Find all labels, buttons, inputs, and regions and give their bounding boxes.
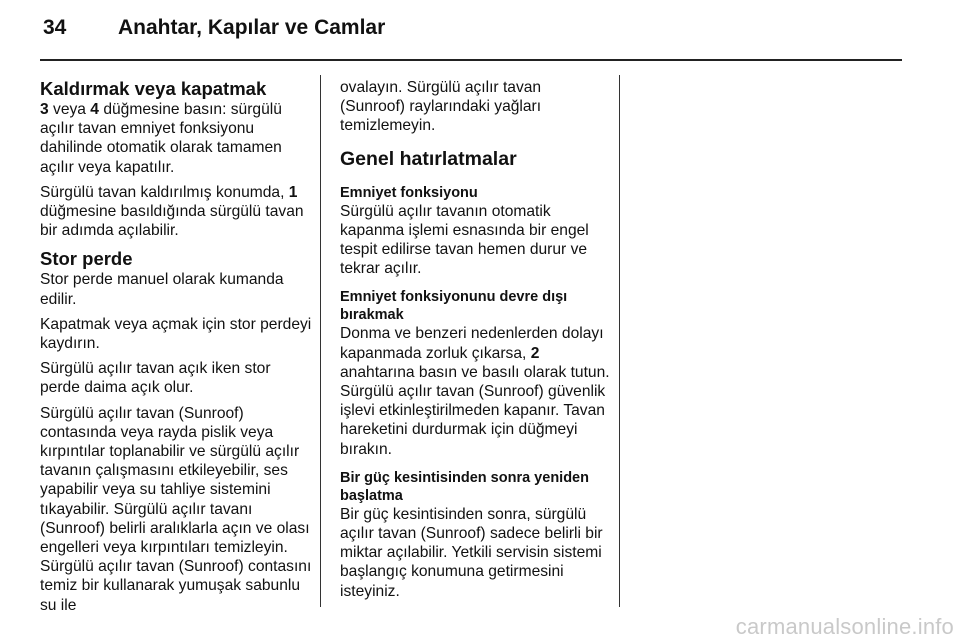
paragraph-devre-disi <box>340 324 610 458</box>
button-number-1: 1 <box>288 183 298 201</box>
paragraph-emniyet: Sürgülü açılır tavanın otomatik kapanma işlemi esnasında bir engel tespit edilirse tavan hemen durur ve tekrar açılır. <box>340 202 589 278</box>
middle-column <box>340 78 610 607</box>
text-fragment: düğmesine basın: sürgülü açılır tavan emniyet fonksiyonu dahilinde otomatik olarak tamamen açılır veya kapatılır. <box>40 101 282 176</box>
paragraph-sunroof-temizlik: Sürgülü açılır tavan (Sunroof) contasında veya rayda pislik veya kırpıntılar toplanabilir ve sürgülü açılır tavanın çalışmasını etkileyebilir, ses yapabilir veya su tahliye sistemini tıkayabilir. Sürgülü açılır tavanı (Sunroof) belirli aralıklarla açın ve olası engelleri veya kırpıntıları temizleyin. Sürgülü açılır tavan (Sunroof) contasını temiz bir kullanarak yumuşak sabunlu su ile <box>40 404 312 614</box>
paragraph-stor-acik: Sürgülü açılır tavan açık iken stor perde daima açık olur. <box>40 360 271 397</box>
paragraph-guc-kesintisi: Bir güç kesintisinden sonra, sürgülü açılır tavan (Sunroof) sadece belirli bir miktar açılabilir. Yetkili servisin sistemi başlangıç konumuna getirmesini isteyiniz. <box>340 505 603 600</box>
page-header <box>43 16 913 50</box>
heading-genel-hatirlatmalar: Genel hatırlatmalar <box>340 147 517 170</box>
heading-stor-perde: Stor perde <box>40 248 133 270</box>
paragraph-buttons-3-4 <box>40 100 312 177</box>
subheading-emniyet-fonksiyonu: Emniyet fonksiyonu <box>340 184 478 201</box>
text-fragment: Sürgülü tavan kaldırılmış konumda, <box>40 183 289 201</box>
watermark: carmanualsonline.info <box>735 614 954 639</box>
paragraph-continued: ovalayın. Sürgülü açılır tavan (Sunroof) raylarındaki yağları temizlemeyin. <box>340 79 542 135</box>
paragraph-button-1 <box>40 183 312 241</box>
left-column <box>40 78 312 621</box>
button-number-4: 4 <box>90 101 99 118</box>
paragraph-stor-kaydir: Kapatmak veya açmak için stor perdeyi kaydırın. <box>40 315 312 353</box>
subheading-guc-kesintisi: Bir güç kesintisinden sonra yeniden başlatma <box>340 469 589 504</box>
chapter-title: Anahtar, Kapılar ve Camlar <box>118 16 386 39</box>
button-number-3: 3 <box>40 101 49 118</box>
text-fragment: anahtarına basın ve basılı olarak tutun. Sürgülü açılır tavan (Sunroof) güvenlik işlevi etkinleştirilmeden kapanır. Tavan hareketini durdurmak için düğmeyi bırakın. <box>340 363 610 458</box>
text-fragment: düğmesine basıldığında sürgülü tavan bir adımda açılabilir. <box>40 203 304 240</box>
header-rule <box>40 59 902 61</box>
text-fragment: Donma ve benzeri nedenlerden dolayı kapanmada zorluk çıkarsa, <box>340 325 604 362</box>
page-number: 34 <box>43 16 67 39</box>
column-divider-right <box>619 75 620 607</box>
column-divider-left <box>320 75 321 607</box>
paragraph-stor-manual: Stor perde manuel olarak kumanda edilir. <box>40 271 284 308</box>
subheading-devre-disi: Emniyet fonksiyonunu devre dışı bırakmak <box>340 289 568 324</box>
text-fragment: veya <box>48 101 91 118</box>
heading-kaldirmak: Kaldırmak veya kapatmak <box>40 78 267 99</box>
button-number-2: 2 <box>530 344 540 362</box>
